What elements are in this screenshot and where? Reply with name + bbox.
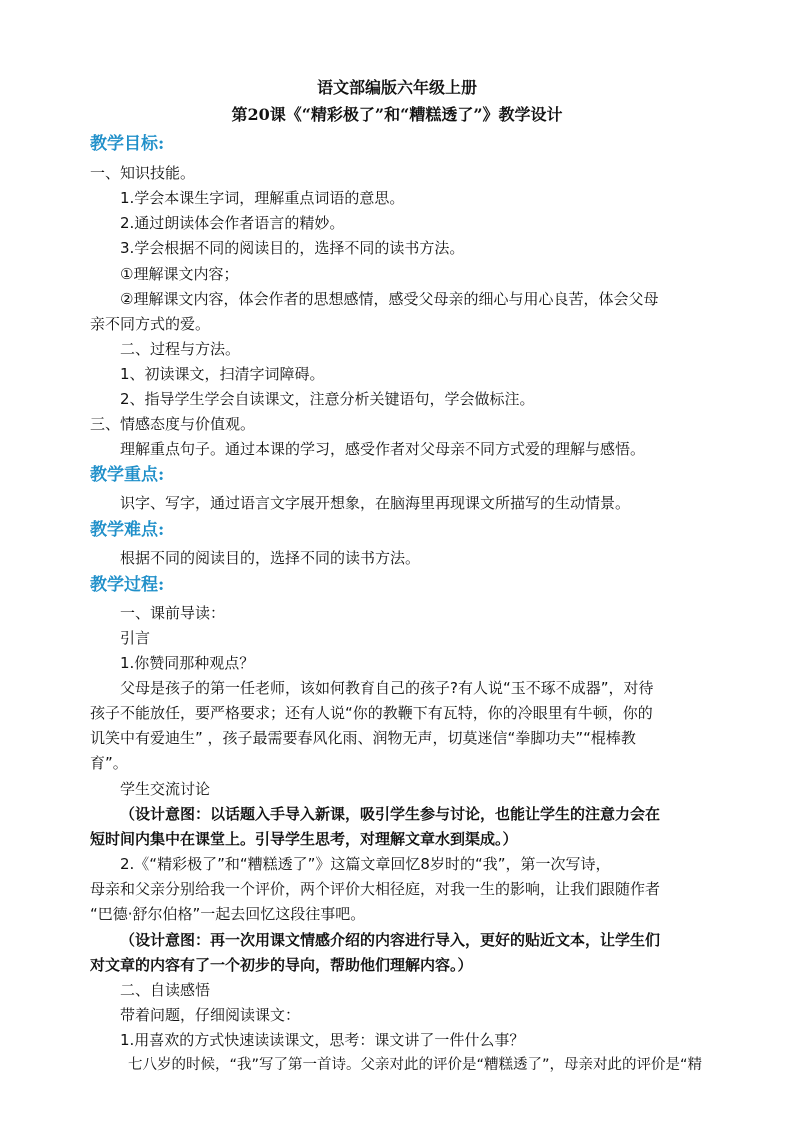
paragraph-line: 引言 [120, 629, 151, 647]
paragraph-line: 2.通过朗读体会作者语言的精妙。 [120, 214, 345, 232]
paragraph-line: 3.学会根据不同的阅读目的，选择不同的读书方法。 [120, 239, 465, 257]
paragraph-line: 二、自读感悟 [120, 981, 211, 999]
paragraph-line: 识字、写字，通过语言文字展开想象，在脑海里再现课文所描写的生动情景。 [120, 494, 631, 512]
paragraph-line: 育”。 [90, 754, 128, 772]
paragraph-line: 1.学会本课生字词，理解重点词语的意思。 [120, 189, 405, 207]
design-intent-line: （设计意图：以话题入手导入新课，吸引学生参与讨论，也能让学生的注意力会在 [120, 805, 661, 823]
paragraph-line: 1、初读课文，扫清字词障碍。 [120, 365, 325, 383]
paragraph-line: 一、课前导读： [120, 604, 226, 622]
design-intent-line: （设计意图：再一次用课文情感介绍的内容进行导入，更好的贴近文本，让学生们 [120, 931, 661, 949]
section-heading: 教学目标: [90, 134, 165, 154]
paragraph-line: 孩子不能放任，要严格要求；还有人说“你的教鞭下有瓦特，你的冷眼里有牛顿，你的 [90, 704, 653, 722]
design-intent-line: 短时间内集中在课堂上。引导学生思考，对理解文章水到渠成。） [90, 830, 518, 848]
paragraph-line: 母亲和父亲分别给我一个评价，两个评价大相径庭，对我一生的影响，让我们跟随作者 [90, 880, 661, 898]
section-heading: 教学重点: [90, 465, 165, 485]
doc-subtitle: 第20课《“精彩极了”和“糟糕透了”》教学设计 [231, 105, 563, 124]
paragraph-line: 七八岁的时候，“我”写了第一首诗。父亲对此的评价是“糟糕透了”，母亲对此的评价是“精 [128, 1057, 703, 1073]
paragraph-line: “巴德·舒尔伯格”一起去回忆这段往事吧。 [90, 905, 366, 923]
paragraph-line: 1.你赞同那种观点？ [120, 654, 255, 672]
paragraph-line: 二、过程与方法。 [120, 340, 241, 358]
section-heading: 教学难点: [90, 520, 165, 540]
paragraph-line: 父母是孩子的第一任老师，该如何教育自己的孩子?有人说“玉不琢不成器”，对待 [120, 679, 654, 697]
doc-title: 语文部编版六年级上册 [316, 78, 477, 97]
paragraph-line: 亲不同方式的爱。 [90, 315, 211, 333]
paragraph-line: 带着问题，仔细阅读课文： [120, 1006, 301, 1024]
paragraph-line: 1.用喜欢的方式快速读读课文，思考：课文讲了一件什么事？ [120, 1031, 525, 1049]
paragraph-line: 讥笑中有爱迪生” ，孩子最需要春风化雨、润物无声，切莫迷信“拳脚功夫”“棍棒教 [90, 729, 636, 747]
section-heading: 教学过程: [90, 575, 165, 595]
paragraph-line: 2.《“精彩极了”和“糟糕透了”》这篇文章回忆8岁时的“我”，第一次写诗， [120, 855, 611, 873]
paragraph-line: 根据不同的阅读目的，选择不同的读书方法。 [120, 549, 421, 567]
paragraph-line: 三、情感态度与价值观。 [90, 415, 256, 433]
paragraph-line: 学生交流讨论 [120, 780, 211, 798]
paragraph-line: 一、知识技能。 [90, 164, 196, 182]
paragraph-line: ②理解课文内容，体会作者的思想感情，感受父母亲的细心与用心良苦，体会父母 [120, 290, 659, 308]
paragraph-line: ①理解课文内容； [120, 265, 239, 283]
paragraph-line: 理解重点句子。通过本课的学习，感受作者对父母亲不同方式爱的理解与感悟。 [120, 440, 646, 458]
design-intent-line: 对文章的内容有了一个初步的导向，帮助他们理解内容。） [90, 956, 473, 974]
paragraph-line: 2、指导学生学会自读课文，注意分析关键语句，学会做标注。 [120, 390, 535, 408]
